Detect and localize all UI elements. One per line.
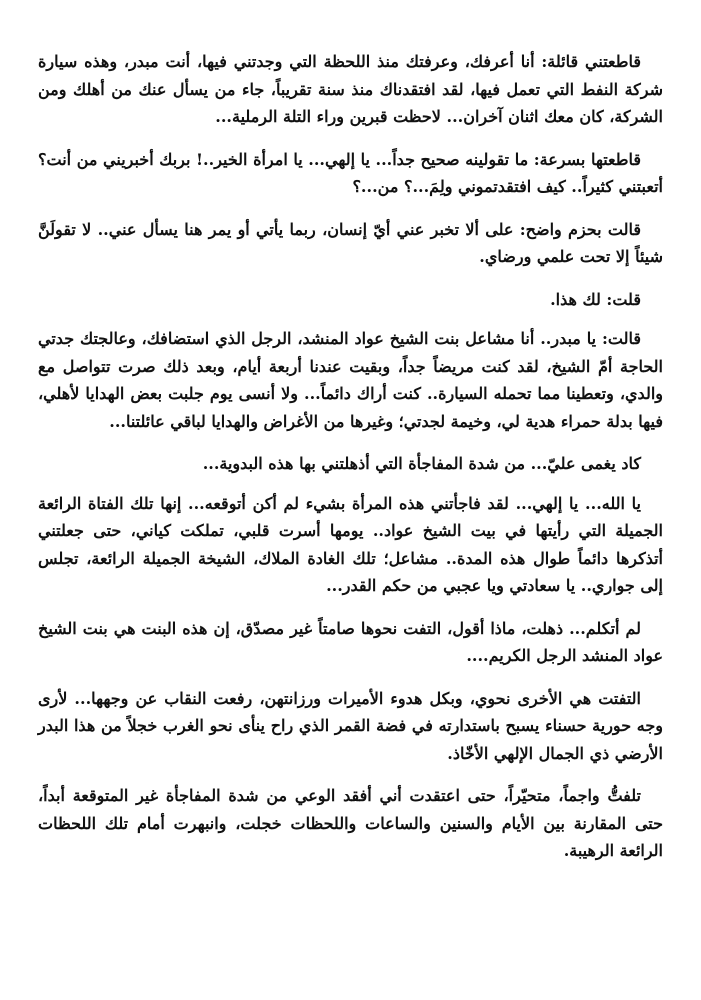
paragraph: التفتت هي الأخرى نحوي، وبكل هدوء الأميرات ورزانتهن، رفعت النقاب عن وجهها... لأرى وجه حورية حسناء يسبح باستدارته في فضة القمر الذي راح ينأى نحو الغرب خجلاً من هذا البدر الأرضي ذي الجمال الإلهي الأخّاذ. xyxy=(38,688,663,763)
paragraph: قلت: لك هذا. xyxy=(550,289,641,309)
paragraph: قاطعتني قائلة: أنا أعرفك، وعرفتك منذ اللحظة التي وجدتني فيها، أنت مبدر، وهذه سيارة شركة النفط التي تعمل فيها، لقد افتقدناك منذ سنة تقريباً، جاء من يسأل عنك من أهلك ومن الشركة، كان معك اثنان آخران... لاحظت قبرين وراء التلة الرملية... xyxy=(38,52,663,126)
paragraph: كاد يغمى عليّ... من شدة المفاجأة التي أذهلتني بها هذه البدوية... xyxy=(202,454,641,473)
paragraph: يا الله... يا إلهي... لقد فاجأتني هذه المرأة بشيء لم أكن أتوقعه... إنها تلك الفتاة الرائعة الجميلة التي رأيتها في بيت الشيخ عواد.. يومها أسرت قلبي، تملكت كياني، حتى جعلتني أتذكرها دائماً طوال هذه المدة.. مشاعل؛ تلك الغادة الملاك، الشيخة الجميلة الرائعة، تجلس إلى جواري.. يا سعادتي ويا عجبي من حكم القدر... xyxy=(38,493,664,595)
paragraph: تلفتُّ واجماً، متحيّراً، حتى اعتقدت أني أفقد الوعي من شدة المفاجأة غير المتوقعة أبداً، حتى المقارنة بين الأيام والسنين والساعات واللحظات خجلت، وانبهرت أمام تلك اللحظات الرائعة الرهيبة. xyxy=(38,786,663,860)
paragraph: قالت: يا مبدر.. أنا مشاعل بنت الشيخ عواد المنشد، الرجل الذي استضافك، وعالجتك جدتي الحاجة أمّ الشيخ، لقد كنت مريضاً جداً، وبقيت عندنا أربعة أيام، وبعد ذلك صرت تتواصل مع والدي، وتعطينا مما تحمله السيارة.. كنت أراك دائماً... ولا أنسى يوم جلبت بعض الهدايا لأهلي، فيها بدلة حمراء هدية لي، وخيمة لجدتي؛ وغيرها من الأغراض والهدايا لباقي عائلتنا... xyxy=(38,329,663,431)
document-page xyxy=(38,48,663,880)
paragraph: قاطعتها بسرعة: ما تقولينه صحيح جداً... يا إلهي... يا امرأة الخير..! بربك أخبريني من أنت؟ أتعبتني كثيراً.. كيف افتقدتموني ولِمَ...؟ من...؟ xyxy=(38,149,663,196)
paragraph: لم أتكلم... ذهلت، ماذا أقول، التفت نحوها صامتاً غير مصدّق، إن هذه البنت هي بنت الشيخ عواد المنشد الرجل الكريم.... xyxy=(38,618,663,665)
paragraph: قالت بحزم واضح: على ألا تخبر عني أيّ إنسان، ربما يأتي أو يمر هنا يسأل عني.. لا تقولَنَّ شيئاً إلا تحت علمي ورضاي. xyxy=(38,219,663,266)
